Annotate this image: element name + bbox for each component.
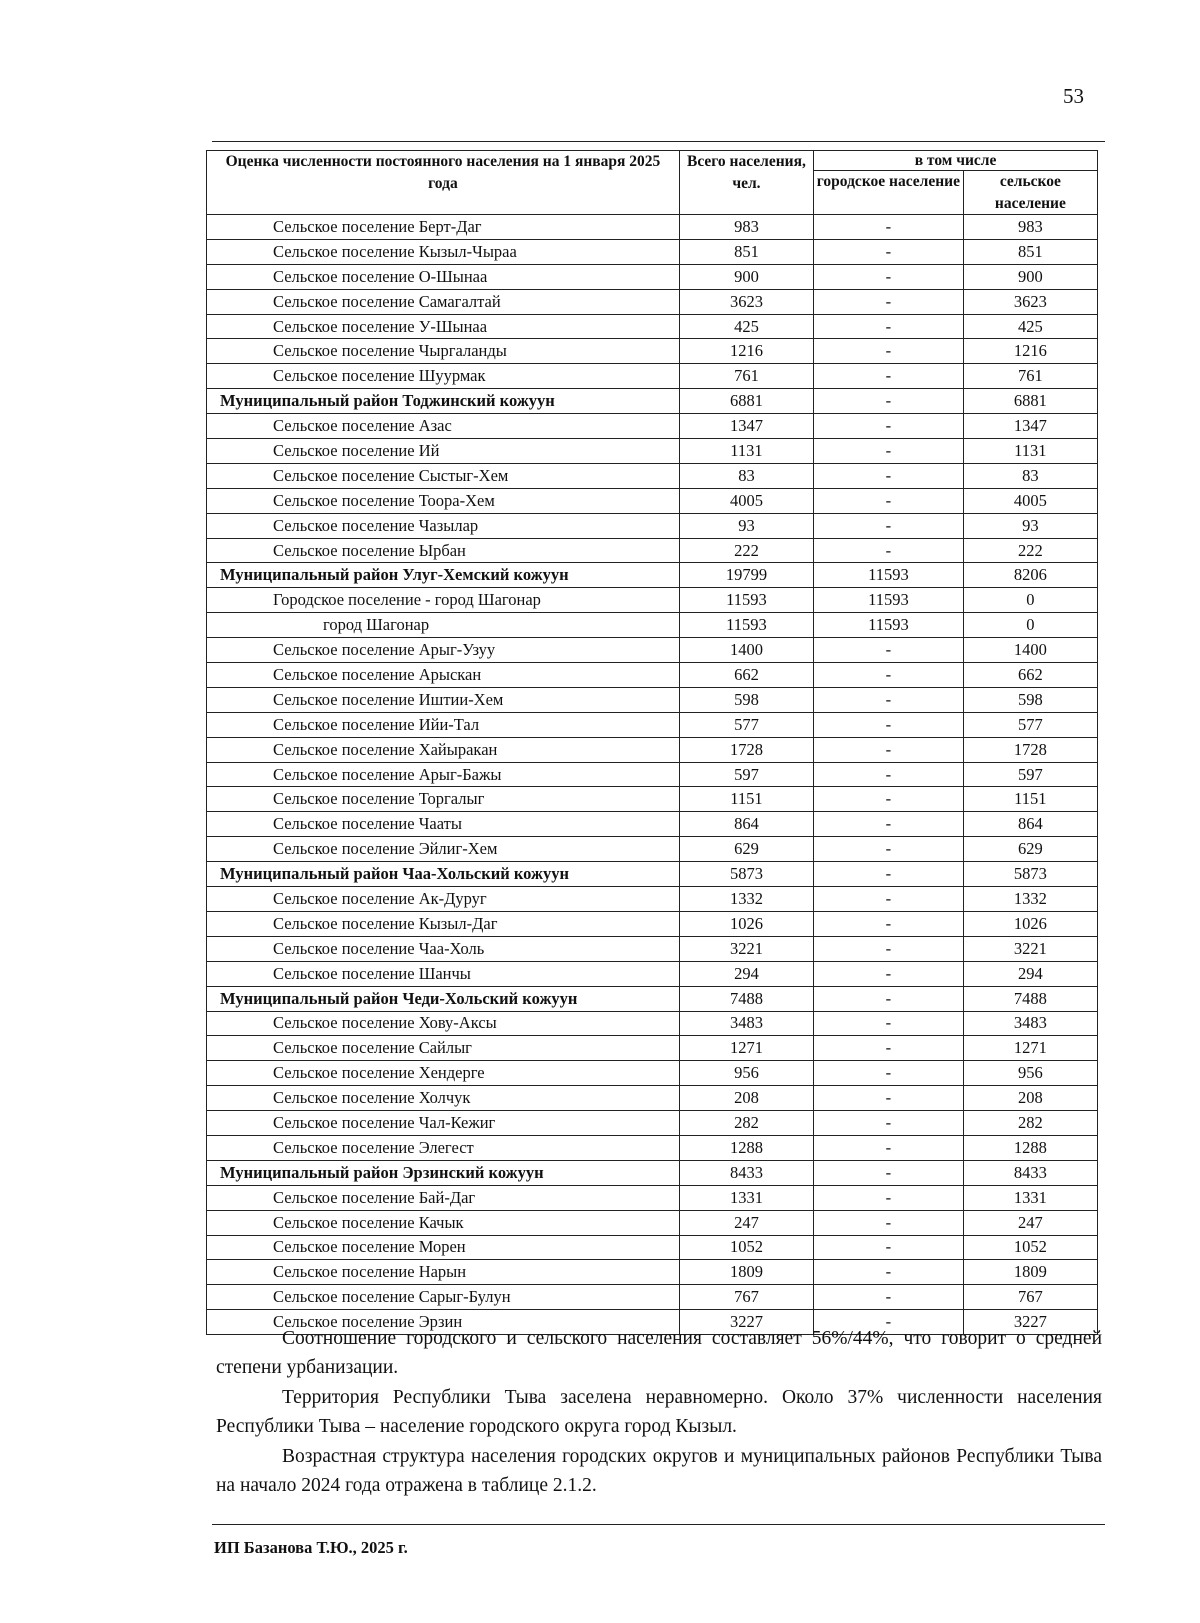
row-rural: 83 [963, 463, 1097, 488]
row-total: 208 [679, 1086, 813, 1111]
row-urban: - [814, 1235, 964, 1260]
row-rural: 956 [963, 1061, 1097, 1086]
row-rural: 1271 [963, 1036, 1097, 1061]
table-row [207, 1061, 1098, 1086]
row-name: Муниципальный район Чеди-Хольский кожуун [207, 986, 680, 1011]
row-rural: 3483 [963, 1011, 1097, 1036]
row-name: Муниципальный район Улуг-Хемский кожуун [207, 563, 680, 588]
row-urban: - [814, 737, 964, 762]
row-urban: - [814, 1260, 964, 1285]
row-rural: 93 [963, 513, 1097, 538]
row-name: Сельское поселение Ийи-Тал [207, 712, 680, 737]
row-rural: 1151 [963, 787, 1097, 812]
row-urban: - [814, 687, 964, 712]
row-name: Сельское поселение Бай-Даг [207, 1185, 680, 1210]
row-urban: - [814, 887, 964, 912]
row-rural: 294 [963, 961, 1097, 986]
row-name: Сельское поселение Морен [207, 1235, 680, 1260]
row-rural: 1052 [963, 1235, 1097, 1260]
row-total: 8433 [679, 1160, 813, 1185]
row-name: Городское поселение - город Шагонар [207, 588, 680, 613]
row-total: 93 [679, 513, 813, 538]
row-total: 3483 [679, 1011, 813, 1036]
row-total: 1809 [679, 1260, 813, 1285]
table-row [207, 638, 1098, 663]
row-name: Сельское поселение Чааты [207, 812, 680, 837]
row-total: 956 [679, 1061, 813, 1086]
district-row [207, 389, 1098, 414]
row-name: Сельское поселение Арыг-Узуу [207, 638, 680, 663]
header-col-urban: городское население [814, 171, 964, 215]
row-rural: 1131 [963, 439, 1097, 464]
row-urban: - [814, 364, 964, 389]
row-name: Сельское поселение Арыг-Бажы [207, 762, 680, 787]
row-rural: 864 [963, 812, 1097, 837]
row-rural: 1332 [963, 887, 1097, 912]
row-name: Сельское поселение Качык [207, 1210, 680, 1235]
row-total: 5873 [679, 862, 813, 887]
footer-author: ИП Базанова Т.Ю., 2025 г. [214, 1538, 408, 1557]
row-name: Сельское поселение Самагалтай [207, 289, 680, 314]
row-total: 577 [679, 712, 813, 737]
district-row [207, 986, 1098, 1011]
row-urban: - [814, 538, 964, 563]
row-urban: - [814, 961, 964, 986]
table-row [207, 1086, 1098, 1111]
row-total: 11593 [679, 613, 813, 638]
row-rural: 247 [963, 1210, 1097, 1235]
row-rural: 282 [963, 1111, 1097, 1136]
row-name: Сельское поселение Сарыг-Булун [207, 1285, 680, 1310]
row-name: Сельское поселение Чазылар [207, 513, 680, 538]
row-total: 282 [679, 1111, 813, 1136]
row-rural: 629 [963, 837, 1097, 862]
row-total: 1288 [679, 1135, 813, 1160]
table-row [207, 837, 1098, 862]
row-urban: - [814, 911, 964, 936]
district-row [207, 862, 1098, 887]
table-row [207, 1185, 1098, 1210]
row-name: Сельское поселение Чаа-Холь [207, 936, 680, 961]
row-rural: 577 [963, 712, 1097, 737]
row-name: Сельское поселение Ак-Дуруг [207, 887, 680, 912]
row-urban: - [814, 1210, 964, 1235]
row-rural: 222 [963, 538, 1097, 563]
row-name: Муниципальный район Чаа-Хольский кожуун [207, 862, 680, 887]
row-rural: 7488 [963, 986, 1097, 1011]
paragraph-age-structure: Возрастная структура населения городских округов и муниципальных районов Республики Тыва на начало 2024 года отражена в таблице 2.1.2. [216, 1446, 1102, 1496]
table-row [207, 687, 1098, 712]
row-name: Сельское поселение Эрзин [207, 1310, 680, 1335]
row-urban: - [814, 986, 964, 1011]
header-col-name: Оценка численности постоянного населения на 1 января 2025 года [207, 151, 680, 215]
row-urban: - [814, 1135, 964, 1160]
row-urban: - [814, 1285, 964, 1310]
row-total: 1400 [679, 638, 813, 663]
row-total: 983 [679, 215, 813, 240]
row-total: 1331 [679, 1185, 813, 1210]
row-urban: - [814, 439, 964, 464]
row-urban: 11593 [814, 613, 964, 638]
row-rural: 5873 [963, 862, 1097, 887]
row-urban: - [814, 862, 964, 887]
row-total: 222 [679, 538, 813, 563]
table-row [207, 1260, 1098, 1285]
row-urban: - [814, 812, 964, 837]
table-row [207, 911, 1098, 936]
row-total: 761 [679, 364, 813, 389]
row-urban: 11593 [814, 588, 964, 613]
row-name: Сельское поселение Азас [207, 414, 680, 439]
row-urban: - [814, 936, 964, 961]
row-total: 1131 [679, 439, 813, 464]
row-total: 6881 [679, 389, 813, 414]
row-total: 1271 [679, 1036, 813, 1061]
table-row [207, 364, 1098, 389]
row-total: 1347 [679, 414, 813, 439]
row-total: 294 [679, 961, 813, 986]
row-rural: 1331 [963, 1185, 1097, 1210]
row-total: 1151 [679, 787, 813, 812]
row-total: 851 [679, 239, 813, 264]
row-rural: 900 [963, 264, 1097, 289]
row-name: Сельское поселение Элегест [207, 1135, 680, 1160]
row-total: 662 [679, 663, 813, 688]
row-name: Сельское поселение Хайыракан [207, 737, 680, 762]
row-total: 1332 [679, 887, 813, 912]
row-urban: - [814, 215, 964, 240]
row-urban: - [814, 712, 964, 737]
row-name: Сельское поселение Хендерге [207, 1061, 680, 1086]
table-row [207, 314, 1098, 339]
row-name: Сельское поселение Берт-Даг [207, 215, 680, 240]
district-row [207, 563, 1098, 588]
row-total: 864 [679, 812, 813, 837]
row-rural: 761 [963, 364, 1097, 389]
table-row [207, 1036, 1098, 1061]
row-total: 767 [679, 1285, 813, 1310]
row-rural: 598 [963, 687, 1097, 712]
row-urban: - [814, 289, 964, 314]
row-name: Сельское поселение О-Шынаа [207, 264, 680, 289]
row-total: 7488 [679, 986, 813, 1011]
table-row [207, 613, 1098, 638]
table-row [207, 463, 1098, 488]
row-rural: 1400 [963, 638, 1097, 663]
row-urban: - [814, 1036, 964, 1061]
table-row [207, 339, 1098, 364]
row-urban: - [814, 314, 964, 339]
table-header [207, 151, 1098, 215]
row-name: город Шагонар [207, 613, 680, 638]
footer-rule [212, 1524, 1105, 1525]
row-rural: 1026 [963, 911, 1097, 936]
row-rural: 3221 [963, 936, 1097, 961]
table-row [207, 1235, 1098, 1260]
row-name: Сельское поселение Хову-Аксы [207, 1011, 680, 1036]
row-total: 3623 [679, 289, 813, 314]
row-rural: 1216 [963, 339, 1097, 364]
row-rural: 0 [963, 613, 1097, 638]
row-urban: - [814, 1111, 964, 1136]
row-total: 4005 [679, 488, 813, 513]
row-total: 11593 [679, 588, 813, 613]
row-urban: - [814, 463, 964, 488]
row-name: Сельское поселение Нарын [207, 1260, 680, 1285]
row-total: 3227 [679, 1310, 813, 1335]
row-urban: - [814, 762, 964, 787]
table-row [207, 414, 1098, 439]
row-urban: - [814, 513, 964, 538]
row-name: Сельское поселение Чал-Кежиг [207, 1111, 680, 1136]
table-row [207, 1135, 1098, 1160]
row-urban: - [814, 1160, 964, 1185]
top-rule [212, 141, 1105, 142]
row-urban: - [814, 837, 964, 862]
table-row [207, 812, 1098, 837]
row-name: Сельское поселение Кызыл-Чыраа [207, 239, 680, 264]
row-urban: - [814, 787, 964, 812]
table-row [207, 936, 1098, 961]
row-urban: - [814, 1310, 964, 1335]
row-rural: 8206 [963, 563, 1097, 588]
row-rural: 983 [963, 215, 1097, 240]
row-urban: - [814, 1061, 964, 1086]
row-total: 19799 [679, 563, 813, 588]
table-row [207, 1210, 1098, 1235]
header-col-total: Всего населения, чел. [679, 151, 813, 215]
row-urban: - [814, 1011, 964, 1036]
row-urban: - [814, 264, 964, 289]
row-rural: 6881 [963, 389, 1097, 414]
row-total: 597 [679, 762, 813, 787]
table-row [207, 239, 1098, 264]
table-row [207, 663, 1098, 688]
row-total: 900 [679, 264, 813, 289]
row-name: Сельское поселение Шанчы [207, 961, 680, 986]
table-row [207, 1285, 1098, 1310]
row-urban: - [814, 389, 964, 414]
row-total: 1052 [679, 1235, 813, 1260]
table-row [207, 787, 1098, 812]
row-name: Муниципальный район Эрзинский кожуун [207, 1160, 680, 1185]
table-row [207, 762, 1098, 787]
paragraph-distribution: Территория Республики Тыва заселена неравномерно. Около 37% численности населения Республики Тыва – население городского округа город Кызыл. [216, 1387, 1102, 1437]
row-name: Сельское поселение Ырбан [207, 538, 680, 563]
page-number: 53 [1063, 84, 1084, 108]
table-row [207, 712, 1098, 737]
table-row [207, 439, 1098, 464]
row-total: 1216 [679, 339, 813, 364]
table-row [207, 289, 1098, 314]
row-rural: 425 [963, 314, 1097, 339]
row-name: Сельское поселение Арыскан [207, 663, 680, 688]
table-body [207, 215, 1098, 1335]
table-row [207, 264, 1098, 289]
row-rural: 3227 [963, 1310, 1097, 1335]
table-row [207, 887, 1098, 912]
row-urban: - [814, 1086, 964, 1111]
row-total: 1728 [679, 737, 813, 762]
row-name: Сельское поселение Тоора-Хем [207, 488, 680, 513]
row-total: 598 [679, 687, 813, 712]
row-name: Сельское поселение Торгалыг [207, 787, 680, 812]
table-row [207, 513, 1098, 538]
row-name: Муниципальный район Тоджинский кожуун [207, 389, 680, 414]
row-urban: - [814, 414, 964, 439]
row-total: 83 [679, 463, 813, 488]
row-name: Сельское поселение Эйлиг-Хем [207, 837, 680, 862]
row-urban: - [814, 339, 964, 364]
row-urban: - [814, 663, 964, 688]
header-col-rural: сельское население [963, 171, 1097, 215]
row-rural: 767 [963, 1285, 1097, 1310]
row-total: 425 [679, 314, 813, 339]
table-row [207, 488, 1098, 513]
row-name: Сельское поселение Холчук [207, 1086, 680, 1111]
row-urban: - [814, 239, 964, 264]
row-rural: 3623 [963, 289, 1097, 314]
row-rural: 1809 [963, 1260, 1097, 1285]
row-total: 1026 [679, 911, 813, 936]
table-row [207, 538, 1098, 563]
row-name: Сельское поселение Иштии-Хем [207, 687, 680, 712]
table-row [207, 1111, 1098, 1136]
table-row [207, 961, 1098, 986]
row-total: 629 [679, 837, 813, 862]
row-name: Сельское поселение Шуурмак [207, 364, 680, 389]
row-rural: 208 [963, 1086, 1097, 1111]
table-row [207, 588, 1098, 613]
row-total: 3221 [679, 936, 813, 961]
population-table [206, 150, 1098, 1335]
row-rural: 851 [963, 239, 1097, 264]
paragraph-urbanization: Соотношение городского и сельского населения составляет 56%/44%, что говорит о средней степени урбанизации. [216, 1328, 1102, 1378]
row-rural: 1728 [963, 737, 1097, 762]
district-row [207, 1160, 1098, 1185]
table-row [207, 215, 1098, 240]
row-rural: 8433 [963, 1160, 1097, 1185]
row-rural: 0 [963, 588, 1097, 613]
row-rural: 4005 [963, 488, 1097, 513]
row-name: Сельское поселение Сыстыг-Хем [207, 463, 680, 488]
table-row [207, 737, 1098, 762]
row-urban: - [814, 1185, 964, 1210]
row-name: Сельское поселение У-Шынаа [207, 314, 680, 339]
row-total: 247 [679, 1210, 813, 1235]
row-rural: 1288 [963, 1135, 1097, 1160]
row-rural: 597 [963, 762, 1097, 787]
row-name: Сельское поселение Кызыл-Даг [207, 911, 680, 936]
row-urban: - [814, 638, 964, 663]
table-row [207, 1011, 1098, 1036]
header-group: в том числе [814, 151, 1098, 171]
row-name: Сельское поселение Сайлыг [207, 1036, 680, 1061]
row-urban: 11593 [814, 563, 964, 588]
row-rural: 1347 [963, 414, 1097, 439]
row-rural: 662 [963, 663, 1097, 688]
row-name: Сельское поселение Чыргаланды [207, 339, 680, 364]
row-urban: - [814, 488, 964, 513]
row-name: Сельское поселение Ий [207, 439, 680, 464]
